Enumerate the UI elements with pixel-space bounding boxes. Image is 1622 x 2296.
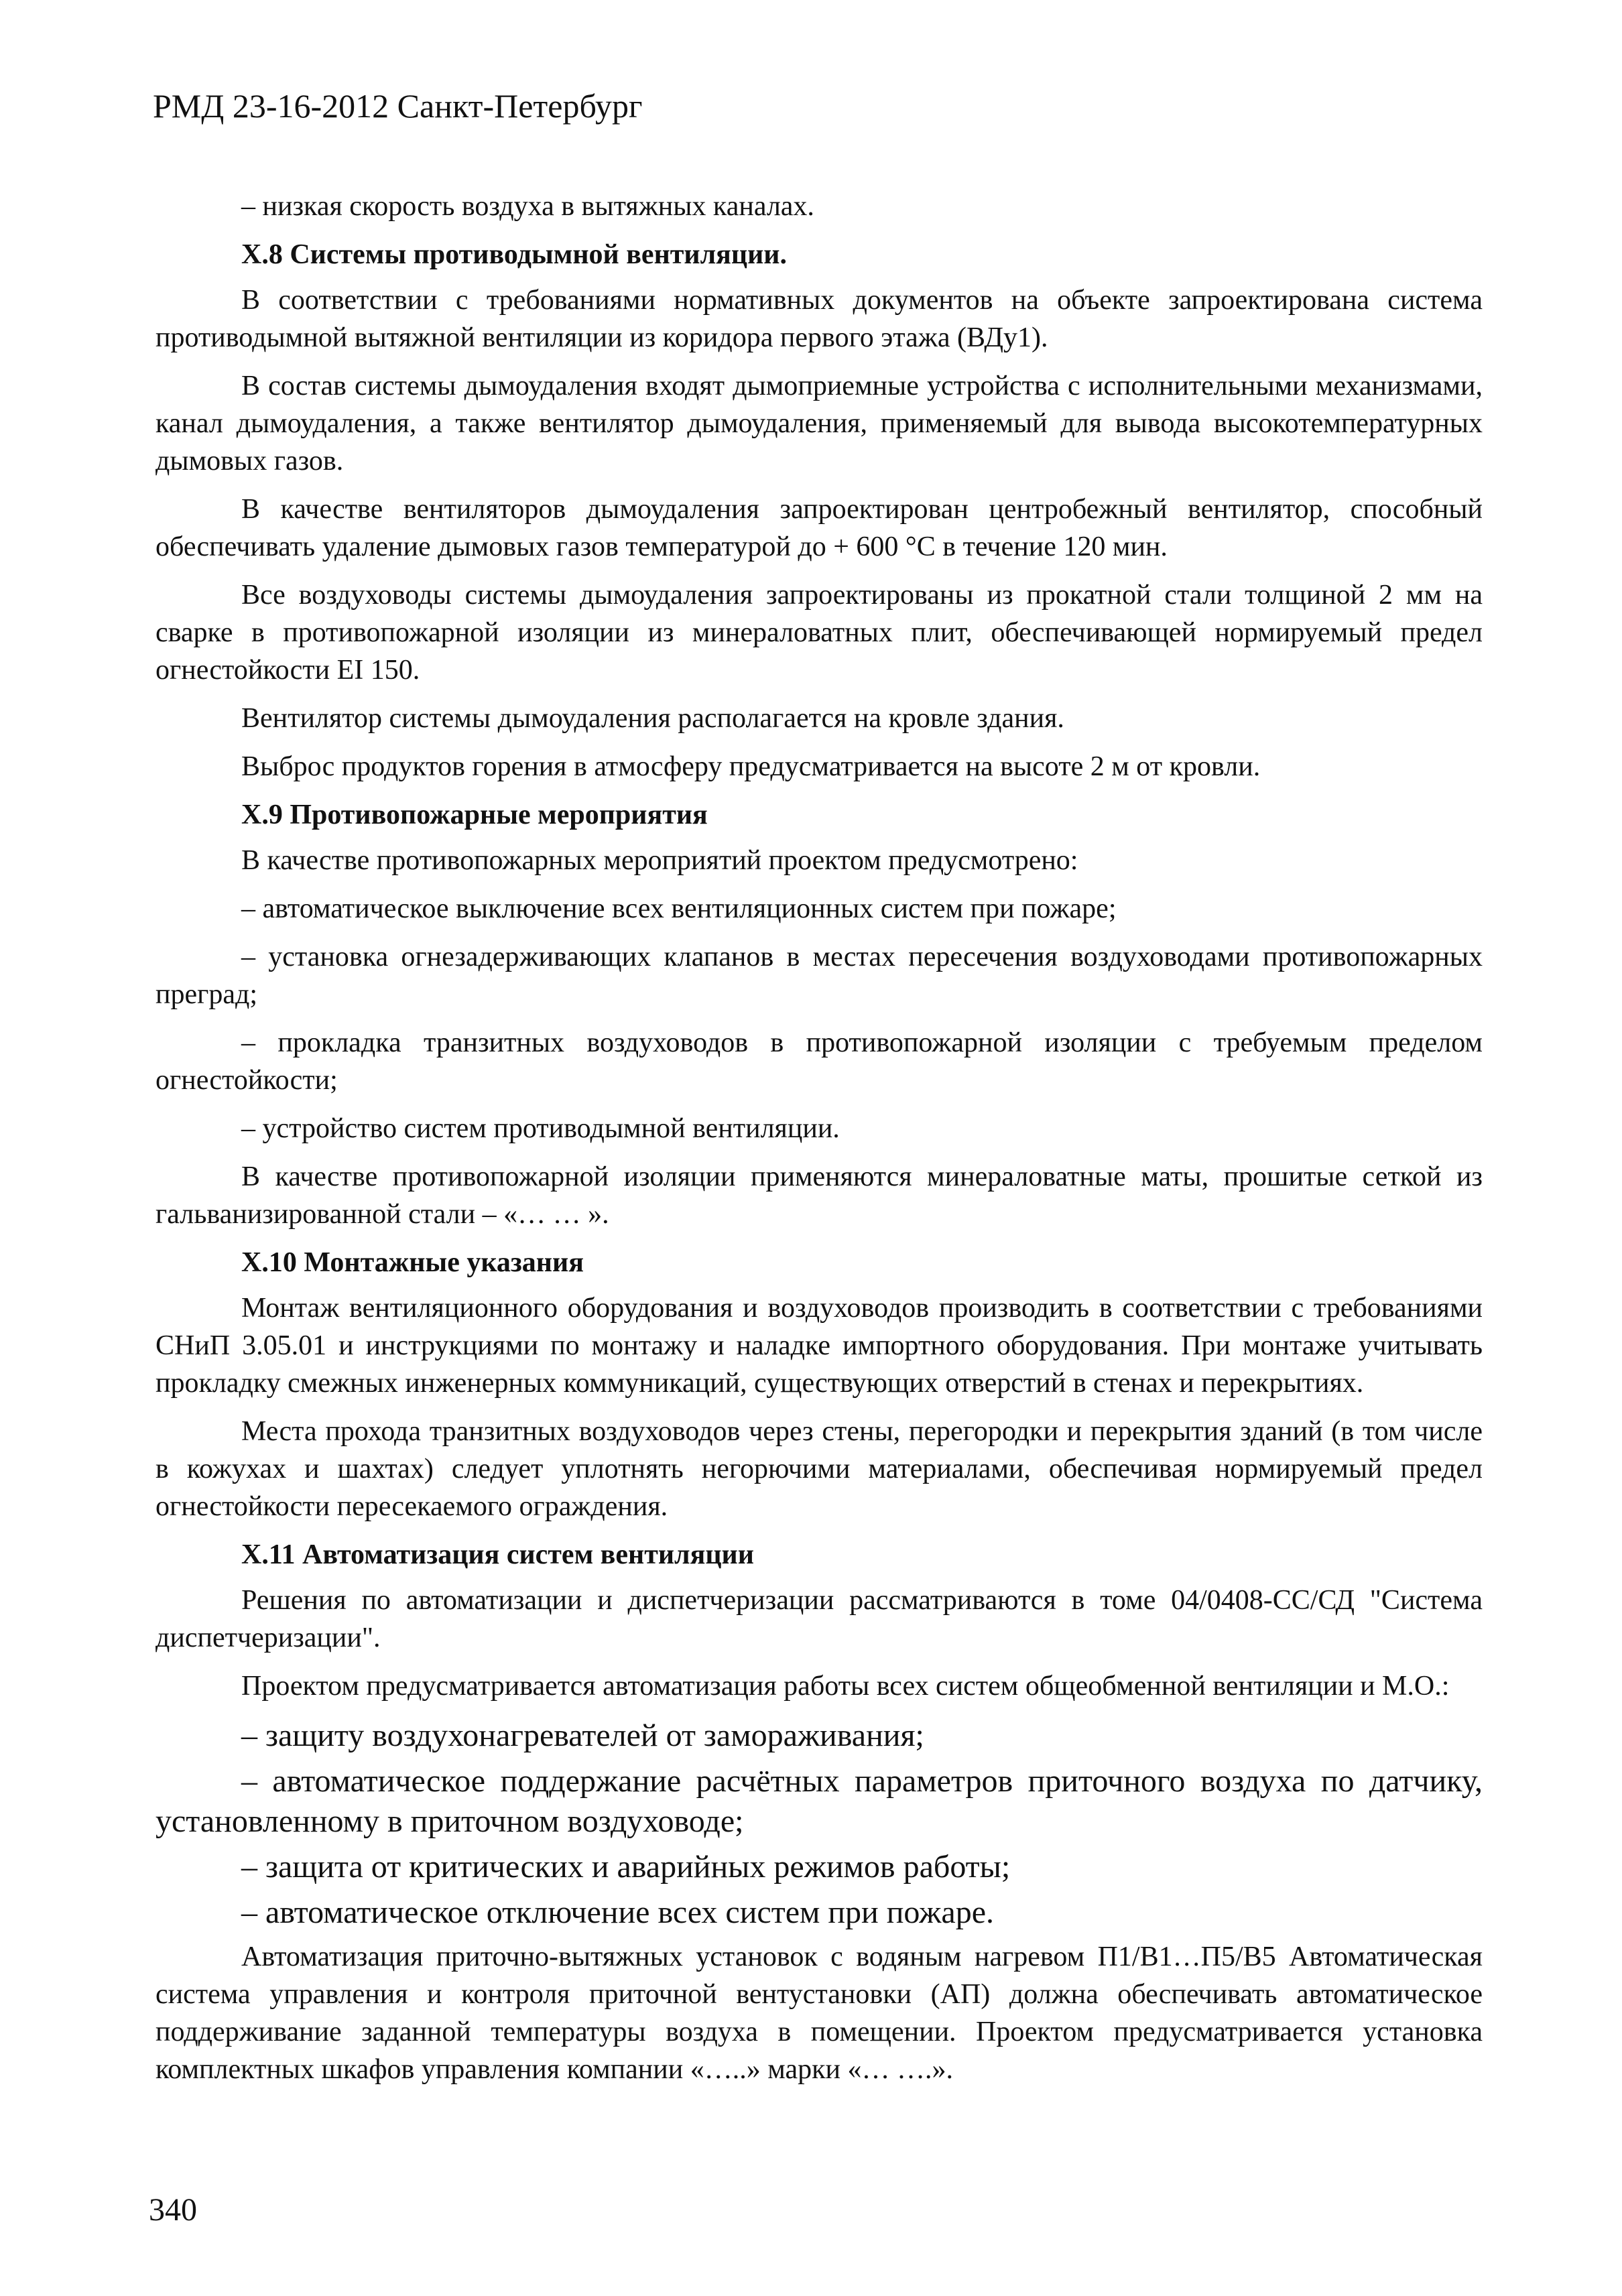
document-body xyxy=(155,188,1483,2099)
section-heading-x8: X.8 Системы противодымной вентиляции. xyxy=(241,239,787,270)
list-item: – низкая скорость воздуха в вытяжных каналах. xyxy=(241,191,814,222)
paragraph: Все воздуховоды системы дымоудаления запроектированы из прокатной стали толщиной 2 мм на сварке в противопожарной изоляции из минераловатных плит, обеспечивающей нормируемый предел огнестойкости EI 150. xyxy=(155,580,1483,686)
list-item: – защиту воздухонагревателей от замораживания; xyxy=(241,1718,924,1753)
paragraph: Проектом предусматривается автоматизация работы всех систем общеобменной вентиляции и М.О.: xyxy=(241,1671,1450,1702)
list-item: – установка огнезадерживающих клапанов в местах пересечения воздуховодами противопожарных преград; xyxy=(155,942,1483,1010)
paragraph: Вентилятор системы дымоудаления располагается на кровле здания. xyxy=(241,703,1064,734)
paragraph: Решения по автоматизации и диспетчеризации рассматриваются в томе 04/0408-СС/СД "Система диспетчеризации". xyxy=(155,1585,1483,1653)
page-number: 340 xyxy=(149,2192,197,2228)
paragraph: В качестве противопожарной изоляции применяются минераловатные маты, прошитые сеткой из гальванизированной стали – «… … ». xyxy=(155,1161,1483,1230)
section-heading-x10: X.10 Монтажные указания xyxy=(241,1247,584,1278)
document-header: РМД 23-16-2012 Санкт-Петербург xyxy=(153,87,643,125)
paragraph: Монтаж вентиляционного оборудования и воздуховодов производить в соответствии с требованиями СНиП 3.05.01 и инструкциями по монтажу и наладке импортного оборудования. При монтаже учитывать прокладку смежных инженерных коммуникаций, существующих отверстий в стенах и перекрытиях. xyxy=(155,1293,1483,1399)
paragraph: В качестве вентиляторов дымоудаления запроектирован центробежный вентилятор, способный обеспечивать удаление дымовых газов температурой до + 600 °С в течение 120 мин. xyxy=(155,494,1483,562)
automation-list xyxy=(155,1716,1483,1933)
list-item: – автоматическое отключение всех систем при пожаре. xyxy=(241,1895,995,1930)
list-item: – защита от критических и аварийных режимов работы; xyxy=(241,1849,1011,1885)
section-heading-x11: X.11 Автоматизация систем вентиляции xyxy=(241,1539,754,1570)
paragraph: Автоматизация приточно-вытяжных установок с водяным нагревом П1/В1…П5/В5 Автоматическая система управления и контроля приточной вентустановки (АП) должна обеспечивать автоматическое поддерживание заданной температуры воздуха в помещении. Проектом предусматривается установка комплектных шкафов управления компании «…..» марки «… ….». xyxy=(155,1941,1483,2085)
section-heading-x9: X.9 Противопожарные мероприятия xyxy=(241,800,708,830)
paragraph: Выброс продуктов горения в атмосферу предусматривается на высоте 2 м от кровли. xyxy=(241,751,1261,782)
paragraph: В соответствии с требованиями нормативных документов на объекте запроектирована система противодымной вытяжной вентиляции из коридора первого этажа (ВДу1). xyxy=(155,285,1483,353)
list-item: – устройство систем противодымной вентиляции. xyxy=(241,1113,840,1144)
list-item: – прокладка транзитных воздуховодов в противопожарной изоляции с требуемым пределом огнестойкости; xyxy=(155,1027,1483,1096)
paragraph: В качестве противопожарных мероприятий проектом предусмотрено: xyxy=(241,845,1078,876)
list-item: – автоматическое поддержание расчётных параметров приточного воздуха по датчику, установленному в приточном воздуховоде; xyxy=(155,1763,1483,1839)
paragraph: Места прохода транзитных воздуховодов через стены, перегородки и перекрытия зданий (в том числе в кожухах и шахтах) следует уплотнять негорючими материалами, обеспечивая нормируемый предел огнестойкости пересекаемого ограждения. xyxy=(155,1416,1483,1522)
paragraph: В состав системы дымоудаления входят дымоприемные устройства с исполнительными механизмами, канал дымоудаления, а также вентилятор дымоудаления, применяемый для вывода высокотемпературных дымовых газов. xyxy=(155,371,1483,476)
list-item: – автоматическое выключение всех вентиляционных систем при пожаре; xyxy=(241,893,1117,924)
